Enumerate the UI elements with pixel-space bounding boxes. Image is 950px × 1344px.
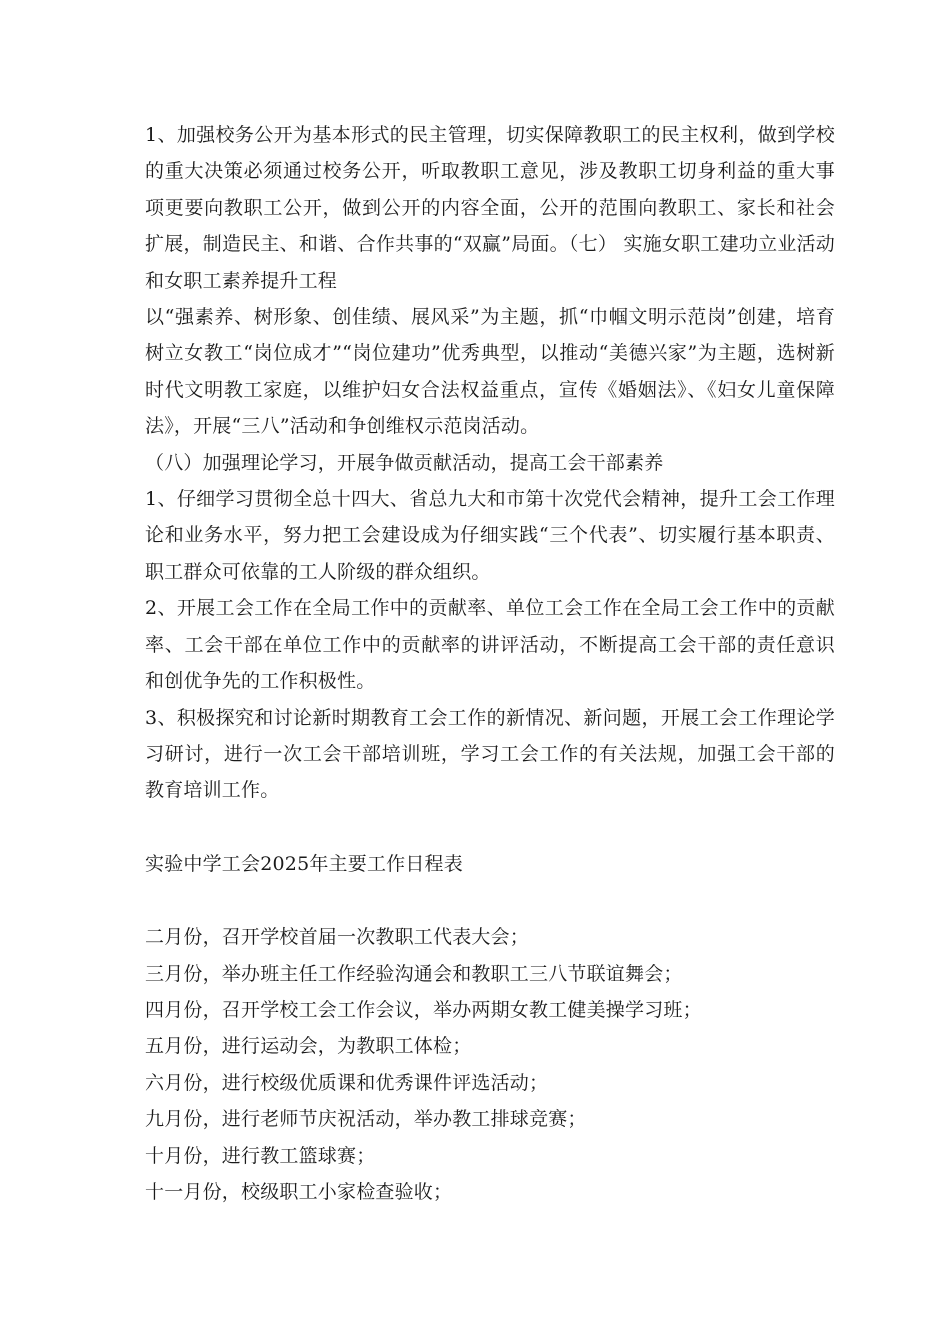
schedule-item-april: 四月份，召开学校工会工作会议，举办两期女教工健美操学习班； — [145, 998, 702, 1021]
schedule-item-october: 十月份，进行教工篮球赛； — [145, 1144, 376, 1167]
schedule-item-june: 六月份，进行校级优质课和优秀课件评选活动； — [145, 1071, 549, 1094]
paragraph-study-spirit: 1、仔细学习贯彻全总十四大、省总九大和市第十次党代会精神，提升工会工作理论和业务水平，努力把工会建设成为仔细实践“三个代表”、切实履行基本职责、职工群众可依靠的工人阶级的群众组织。 — [145, 488, 835, 583]
paragraph-training: 3、积极探究和讨论新时期教育工会工作的新情况、新问题，开展工会工作理论学习研讨，进行一次工会干部培训班，学习工会工作的有关法规，加强工会干部的教育培训工作。 — [145, 706, 835, 802]
schedule-list — [145, 919, 835, 1210]
schedule-item-november: 十一月份，校级职工小家检查验收； — [145, 1180, 453, 1203]
paragraph-women-workers: 以“强素养、树形象、创佳绩、展风采”为主题，抓“巾帼文明示范岗”创建，培育树立女教工“岗位成才”“岗位建功”优秀典型，以推动“美德兴家”为主题，选树新时代文明教工家庭，以维护妇女合法权益重点，宣传《婚姻法》、《妇女儿童保障法》，开展“三八”活动和争创维权示范岗活动。 — [145, 306, 835, 438]
document-page — [145, 117, 835, 1210]
paragraph-contribution-rate: 2、开展工会工作在全局工作中的贡献率、单位工会工作在全局工会工作中的贡献率、工会干部在单位工作中的贡献率的讲评活动，不断提高工会干部的责任意识和创优争先的工作积极性。 — [145, 597, 835, 693]
schedule-item-september: 九月份，进行老师节庆祝活动，举办教工排球竞赛； — [145, 1108, 587, 1131]
section-heading-theory-study: （八）加强理论学习，开展争做贡献活动，提高工会干部素养 — [145, 451, 664, 474]
blank-line — [145, 882, 835, 919]
schedule-item-february: 二月份，召开学校首届一次教职工代表大会； — [145, 926, 530, 949]
paragraph-democratic-management: 1、加强校务公开为基本形式的民主管理，切实保障教职工的民主权利，做到学校的重大决策必须通过校务公开，听取教职工意见，涉及教职工切身利益的重大事项更要向教职工公开，做到公开的内容全面，公开的范围向教职工、家长和社会扩展，制造民主、和谐、合作共事的“双赢”局面。（七） 实施女职工建功立业活动和女职工素养提升工程 — [145, 124, 835, 292]
schedule-item-march: 三月份，举办班主任工作经验沟通会和教职工三八节联谊舞会； — [145, 962, 683, 985]
schedule-title: 实验中学工会2025年主要工作日程表 — [145, 852, 463, 875]
schedule-item-may: 五月份，进行运动会，为教职工体检； — [145, 1035, 472, 1058]
blank-line — [145, 809, 835, 846]
